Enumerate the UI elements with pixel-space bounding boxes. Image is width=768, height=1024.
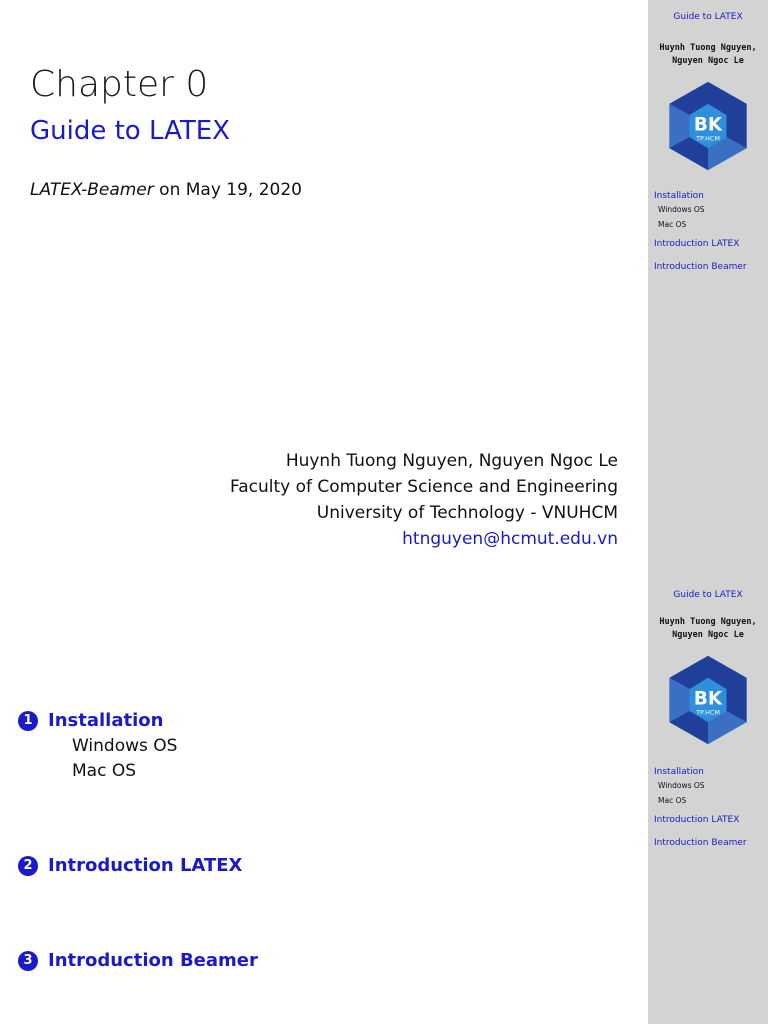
faculty-line: Faculty of Computer Science and Engineering: [229, 477, 618, 497]
logo-letters: BK: [693, 114, 723, 136]
university-line: University of Technology - VNUHCM: [316, 503, 618, 523]
toc-subitem-mac[interactable]: Mac OS: [72, 761, 137, 781]
toc-item-installation[interactable]: [18, 710, 163, 731]
sidebar-item-intro-latex[interactable]: Introduction LATEX: [654, 815, 740, 825]
toc-label: Introduction LATEX: [48, 855, 243, 876]
sidebar-subitem-windows[interactable]: Windows OS: [658, 205, 705, 214]
sidebar-author-2: Nguyen Ngoc Le: [672, 56, 744, 66]
toc-number-badge: 1: [18, 711, 38, 731]
sidebar-item-intro-beamer[interactable]: Introduction Beamer: [654, 262, 747, 272]
sidebar-author-2: Nguyen Ngoc Le: [672, 630, 744, 640]
toc-item-intro-beamer[interactable]: [18, 950, 258, 971]
logo-subtext: TP.HCM: [696, 134, 720, 143]
university-logo-icon: [662, 654, 754, 746]
chapter-heading: Chapter 0: [30, 64, 209, 105]
sidebar-item-installation[interactable]: Installation: [654, 767, 704, 777]
presentation-subtitle: Guide to LATEX: [30, 116, 230, 146]
dateline-date: on May 19, 2020: [153, 180, 303, 200]
university-logo-icon: [662, 80, 754, 172]
sidebar: [648, 512, 768, 1024]
sidebar-item-intro-latex[interactable]: Introduction LATEX: [654, 239, 740, 249]
toc-slide: [0, 512, 768, 1024]
email-link[interactable]: htnguyen@hcmut.edu.vn: [402, 529, 618, 549]
sidebar-nav: [654, 190, 764, 273]
sidebar-subitem-mac[interactable]: Mac OS: [658, 220, 687, 229]
sidebar-author-1: Huynh Tuong Nguyen,: [659, 43, 757, 53]
sidebar: [648, 0, 768, 512]
sidebar-subitem-windows[interactable]: Windows OS: [658, 781, 705, 790]
sidebar-item-installation[interactable]: Installation: [654, 191, 704, 201]
toc-label: Introduction Beamer: [48, 950, 258, 971]
dateline-latex-beamer: LATEX-Beamer: [30, 180, 154, 200]
toc-item-intro-latex[interactable]: [18, 855, 242, 876]
toc-number-badge: 2: [18, 856, 38, 876]
toc-slide-main: [0, 512, 648, 1024]
dateline: [30, 180, 302, 200]
authors-line: Huynh Tuong Nguyen, Nguyen Ngoc Le: [285, 451, 618, 471]
title-slide-main: [0, 0, 648, 549]
toc-number-badge: 3: [18, 951, 38, 971]
logo-letters: BK: [693, 688, 723, 710]
logo-subtext: TP.HCM: [696, 708, 720, 717]
sidebar-title[interactable]: Guide to LATEX: [673, 590, 743, 600]
sidebar-item-intro-beamer[interactable]: Introduction Beamer: [654, 838, 747, 848]
sidebar-authors: [648, 616, 768, 642]
toc-label: Installation: [48, 710, 164, 731]
toc-subitem-windows[interactable]: Windows OS: [72, 736, 178, 756]
sidebar-authors: [648, 42, 768, 68]
sidebar-title[interactable]: Guide to LATEX: [673, 12, 743, 22]
sidebar-author-1: Huynh Tuong Nguyen,: [659, 617, 757, 627]
sidebar-nav: [654, 766, 764, 849]
sidebar-subitem-mac[interactable]: Mac OS: [658, 796, 687, 805]
